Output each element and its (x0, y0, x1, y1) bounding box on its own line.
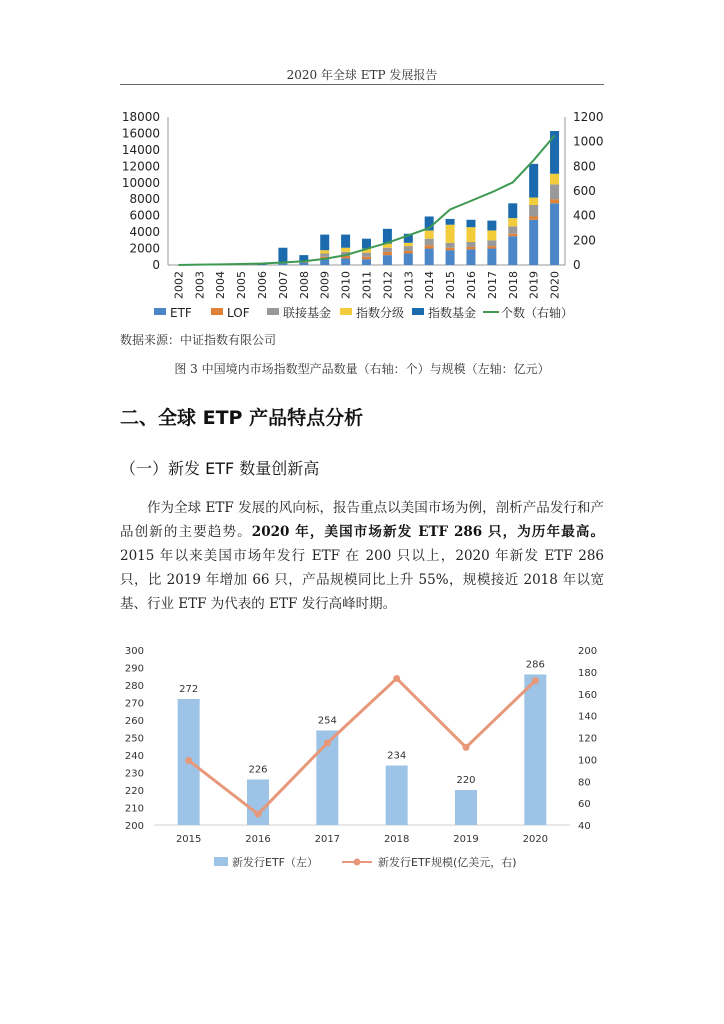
left-tick-label: 14000 (121, 142, 160, 157)
subsection-heading: （一）新发 ETF 数量创新高 (120, 459, 320, 478)
x-tick-label: 2005 (235, 271, 249, 299)
paragraph-detail: 2015 年以来美国市场年发行 ETF 在 200 只以上，2020 年新发 ETF 286 只，比 2019 年增加 66 只，产品规模同比上升 55%，规模接近 2018 年以宽基、行业 ETF 为代表的 ETF 发行高峰时期。 (120, 548, 604, 612)
bar-segment (362, 259, 371, 265)
bar-segment (508, 234, 517, 236)
data-label: 254 (317, 715, 337, 727)
line-marker (393, 675, 400, 682)
bar-segment (508, 226, 517, 233)
bar-segment (529, 220, 538, 265)
x-tick-label: 2016 (245, 834, 271, 845)
legend-swatch (214, 857, 228, 866)
bar (455, 790, 477, 825)
bar-segment (425, 230, 434, 238)
right-tick-label: 600 (573, 184, 596, 198)
bar-segment (508, 203, 517, 218)
bar-segment (341, 248, 350, 252)
data-label: 226 (248, 764, 268, 776)
right-tick-label: 100 (578, 755, 598, 767)
legend-label: 联接基金 (283, 306, 332, 320)
left-tick-label: 300 (124, 646, 144, 657)
right-tick-label: 120 (578, 733, 598, 745)
left-tick-label: 16000 (121, 126, 160, 141)
bar-segment (383, 255, 392, 265)
body-paragraph (120, 496, 604, 616)
x-tick-label: 2018 (506, 271, 520, 299)
bar-segment (383, 248, 392, 252)
left-tick-label: 200 (124, 821, 144, 832)
x-tick-label: 2008 (297, 271, 311, 299)
x-tick-label: 2020 (548, 271, 562, 299)
bar-segment (341, 235, 350, 248)
legend-swatch (154, 308, 166, 315)
left-tick-label: 220 (124, 786, 144, 797)
bar-segment (529, 198, 538, 205)
right-tick-label: 80 (578, 777, 591, 789)
bar-segment (320, 253, 329, 256)
bar-segment (362, 253, 371, 257)
paragraph-highlight: 2020 年，美国市场新发 ETF 286 只，为历年最高。 (251, 524, 604, 540)
right-tick-label: 200 (578, 646, 598, 657)
right-tick-label: 0 (573, 258, 581, 272)
legend-label: 新发行ETF（左） (232, 856, 318, 869)
data-label: 272 (179, 684, 199, 695)
legend-label: 指数基金 (428, 306, 477, 320)
page-header: 2020 年全球 ETP 发展报告 (286, 68, 438, 82)
x-tick-label: 2009 (318, 271, 332, 299)
bar-segment (446, 250, 455, 265)
bar-segment (320, 235, 329, 251)
bar-segment (446, 225, 455, 243)
x-tick-label: 2018 (383, 834, 410, 845)
right-tick-label: 180 (578, 667, 598, 679)
bar-segment (341, 258, 350, 265)
bar-segment (466, 249, 475, 265)
bar-segment (278, 248, 287, 263)
legend-swatch (340, 308, 352, 315)
right-tick-label: 40 (578, 821, 591, 832)
left-tick-label: 250 (124, 733, 144, 745)
x-tick-label: 2011 (360, 271, 374, 299)
left-tick-label: 10000 (121, 175, 160, 190)
bar-segment (425, 239, 434, 246)
bar-segment (550, 199, 559, 203)
bar (247, 780, 269, 826)
bar-segment (487, 240, 496, 246)
legend-label: 个数（右轴） (501, 306, 574, 320)
left-tick-label: 4000 (129, 225, 160, 240)
bar-segment (299, 263, 308, 265)
x-tick-label: 2015 (175, 834, 202, 845)
legend-label: 新发行ETF规模(亿美元，右) (378, 856, 517, 869)
x-tick-label: 2007 (276, 271, 290, 299)
x-tick-label: 2012 (381, 271, 395, 299)
x-tick-label: 2020 (522, 834, 549, 845)
bar-segment (404, 243, 413, 246)
bar-segment (446, 248, 455, 250)
bar-segment (383, 252, 392, 255)
left-tick-label: 12000 (121, 159, 160, 174)
left-tick-label: 0 (152, 258, 160, 272)
legend-swatch (267, 308, 279, 315)
left-tick-label: 240 (124, 751, 144, 762)
bar-segment (446, 243, 455, 248)
x-tick-label: 2013 (402, 271, 416, 299)
legend-label: LOF (227, 306, 250, 320)
right-tick-label: 1000 (573, 134, 604, 149)
x-tick-label: 2019 (527, 271, 541, 299)
bar-segment (529, 216, 538, 219)
left-tick-label: 230 (124, 768, 144, 780)
left-tick-label: 260 (124, 716, 144, 727)
bar-segment (550, 184, 559, 199)
right-tick-label: 800 (573, 159, 596, 174)
legend-label: ETF (170, 306, 192, 320)
left-tick-label: 2000 (129, 241, 160, 256)
x-tick-label: 2002 (172, 271, 186, 299)
x-tick-label: 2019 (453, 834, 479, 845)
x-tick-label: 2016 (464, 271, 478, 299)
bar-segment (446, 219, 455, 225)
x-tick-label: 2006 (256, 271, 270, 299)
bar-segment (550, 203, 559, 265)
bar (524, 675, 546, 826)
x-tick-label: 2004 (214, 271, 228, 299)
line-marker (185, 757, 192, 764)
line-marker (463, 744, 470, 751)
left-tick-label: 6000 (129, 208, 160, 223)
index-products-chart (110, 100, 610, 325)
data-label: 220 (456, 775, 476, 786)
line-marker (255, 811, 262, 818)
legend-swatch (354, 859, 361, 866)
x-tick-label: 2017 (314, 834, 341, 845)
right-tick-label: 140 (578, 711, 598, 723)
x-tick-label: 2010 (339, 271, 353, 299)
x-tick-label: 2017 (485, 271, 499, 299)
bar-segment (362, 257, 371, 259)
bar-segment (487, 230, 496, 240)
line-marker (532, 677, 539, 684)
bar-segment (425, 249, 434, 265)
x-tick-label: 2014 (423, 271, 437, 299)
figure-3-caption: 图 3 中国境内市场指数型产品数量（右轴：个）与规模（左轴：亿元） (174, 362, 550, 376)
bar-segment (487, 246, 496, 248)
right-tick-label: 160 (578, 689, 598, 701)
bar-segment (404, 253, 413, 265)
bar-segment (487, 221, 496, 231)
bar-segment (466, 227, 475, 242)
header-divider (120, 84, 604, 85)
bar-segment (529, 205, 538, 217)
x-tick-label: 2003 (193, 271, 207, 299)
bar (386, 766, 408, 826)
bar-segment (550, 131, 559, 174)
right-tick-label: 400 (573, 208, 596, 223)
data-label: 286 (525, 659, 545, 671)
bar-segment (404, 251, 413, 253)
left-tick-label: 8000 (129, 192, 160, 207)
bar-segment (425, 245, 434, 248)
legend-swatch (412, 308, 424, 315)
legend-label: 指数分级 (356, 306, 405, 320)
bar-segment (466, 220, 475, 227)
line-marker (324, 739, 331, 746)
bar-segment (320, 250, 329, 253)
right-tick-label: 200 (573, 233, 596, 248)
bar-segment (466, 247, 475, 249)
left-tick-label: 280 (124, 681, 144, 692)
data-source-note: 数据来源：中证指数有限公司 (120, 333, 277, 347)
left-tick-label: 18000 (121, 110, 160, 124)
left-tick-label: 270 (124, 698, 144, 710)
data-label: 234 (387, 750, 407, 762)
legend-swatch (211, 308, 223, 315)
right-tick-label: 1200 (573, 110, 604, 124)
x-tick-label: 2015 (444, 271, 458, 299)
bar-segment (508, 236, 517, 265)
scale-line (189, 678, 536, 814)
bar-segment (466, 242, 475, 247)
bar-segment (487, 249, 496, 265)
bar-segment (550, 174, 559, 185)
left-tick-label: 210 (124, 803, 144, 815)
left-tick-label: 290 (124, 663, 144, 675)
paragraph-intro: 作为全球 ETF 发展的风向标，报告重点以美国市场为例，剖析产品发行和产品创新的主要趋势。 (120, 500, 604, 540)
bar-segment (508, 218, 517, 226)
new-etf-chart (110, 640, 610, 880)
section-heading: 二、全球 ETP 产品特点分析 (120, 407, 364, 429)
bar-segment (404, 246, 413, 251)
right-tick-label: 60 (578, 799, 591, 811)
bar-segment (529, 164, 538, 198)
